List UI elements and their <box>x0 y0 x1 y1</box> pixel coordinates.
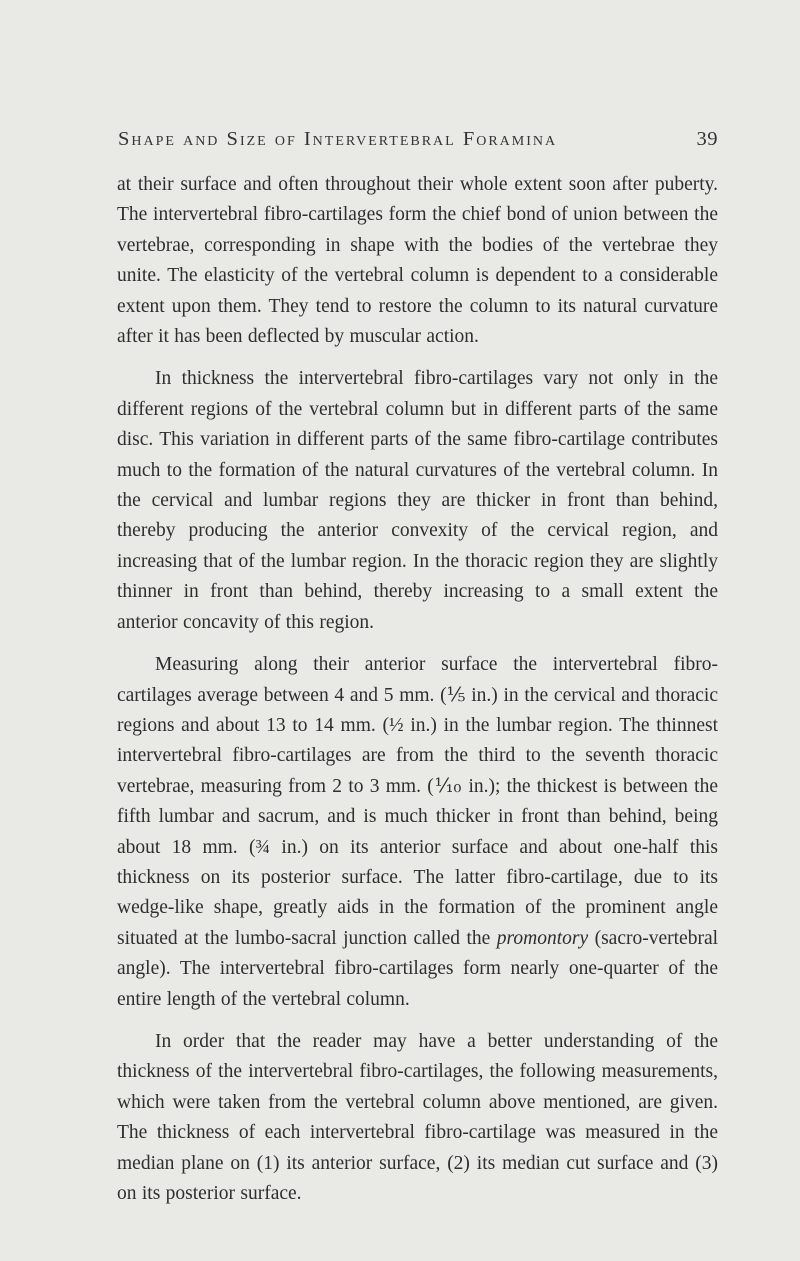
paragraph-3-text: Measuring along their anterior surface the intervertebral fibro-cartilages average between 4 and 5 mm. (⅕ in.) in the cervical and thoracic regions and about 13 to 14 mm. (½ in.) in the lumbar region. The thinnest intervertebral fibro-cartilages are from the third to the seventh thoracic vertebrae, measuring from 2 to 3 mm. (⅒ in.); the thickest is between the fifth lumbar and sacrum, and is much thicker in front than behind, being about 18 mm. (¾ in.) on its anterior surface and about one-half this thickness on its posterior surface. The latter fibro-cartilage, due to its wedge-like shape, greatly aids in the formation of the prominent angle situated at the lumbo-sacral junction called the <box>117 654 718 949</box>
paragraph-3 <box>117 650 718 1015</box>
paragraph-3-tail: (sacro-vertebral angle). The intervertebral fibro-cartilages form nearly one-quarter of the entire length of the vertebral column. <box>117 927 719 1010</box>
paragraph-4: In order that the reader may have a better understanding of the thickness of the intervertebral fibro-cartilages, the following measurements, which were taken from the vertebral column above mentioned, are given. The thickness of each intervertebral fibro-cartilage was measured in the median plane on (1) its anterior surface, (2) its median cut surface and (3) on its posterior surface. <box>117 1030 718 1204</box>
running-head <box>118 128 718 151</box>
running-title: Shape and Size of Intervertebral Foramina <box>118 128 558 150</box>
body-text <box>117 170 718 1209</box>
paragraph-2: In thickness the intervertebral fibro-cartilages vary not only in the different regions of the vertebral column but in different parts of the same disc. This variation in different parts of the same fibro-cartilage contributes much to the formation of the natural curvatures of the vertebral column. In the cervical and lumbar regions they are thicker in front than behind, thereby producing the anterior convexity of the cervical region, and increasing that of the lumbar region. In the thoracic region they are slightly thinner in front than behind, thereby increasing to a small extent the anterior concavity of this region. <box>117 368 718 633</box>
paragraph-1: at their surface and often throughout their whole extent soon after puberty. The intervertebral fibro-cartilages form the chief bond of union between the vertebrae, corresponding in shape with the bodies of the vertebrae they unite. The elasticity of the vertebral column is dependent to a considerable extent upon them. They tend to restore the column to its natural curvature after it has been deflected by muscular action. <box>117 174 718 348</box>
promontory-term: promontory <box>496 927 589 949</box>
page-number: 39 <box>696 128 718 150</box>
